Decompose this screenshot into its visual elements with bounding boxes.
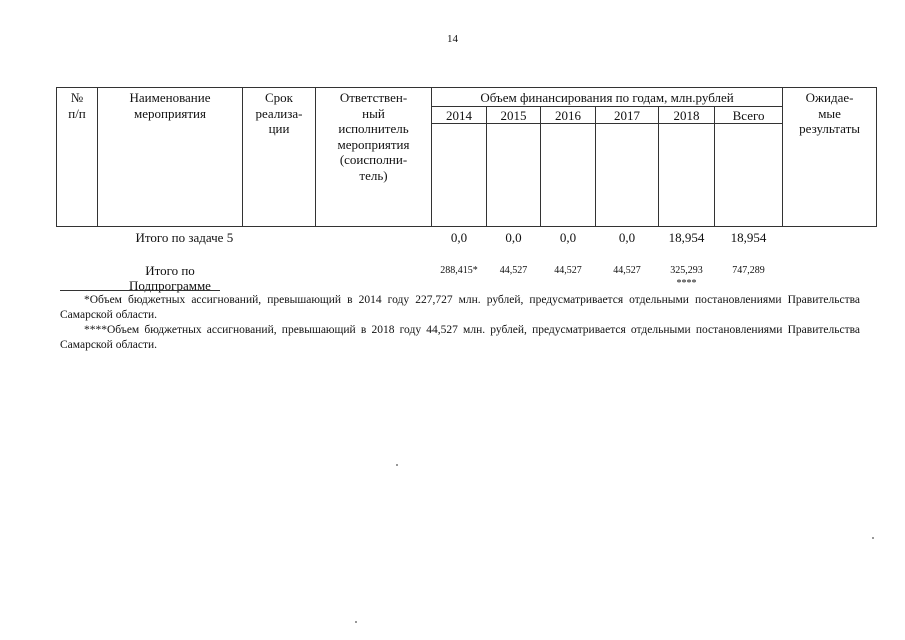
scan-speck <box>355 621 357 623</box>
table-row-task5-total <box>57 227 877 246</box>
footnote-2018: ****Объем бюджетных ассигнований, превышающий в 2018 году 44,527 млн. рублей, предусматривается отдельными постановлениями Правительства Самарской области. <box>60 324 860 351</box>
cell-2015: 44,527 <box>499 265 528 276</box>
cell-2017: 44,527 <box>613 265 641 276</box>
cell-total: 18,954 <box>730 230 767 245</box>
header-term: Срок реализа- ции <box>243 88 316 227</box>
cell-2017: 0,0 <box>618 230 636 245</box>
cell-2014: 0,0 <box>450 230 468 245</box>
cell-2014: 288,415* <box>440 265 478 276</box>
header-year-cell-2014 <box>432 124 487 227</box>
cell-total: 747,289 <box>732 265 765 276</box>
cell-2016: 0,0 <box>559 230 577 245</box>
header-year-2016: 2016 <box>541 106 596 124</box>
footnotes <box>60 290 860 353</box>
header-year-cell-2018 <box>659 124 715 227</box>
header-results: Ожидае- мые результаты <box>783 88 877 227</box>
financing-table <box>56 87 877 293</box>
header-total-cell <box>715 124 783 227</box>
scan-speck <box>396 464 398 466</box>
scan-speck <box>872 537 874 539</box>
page-number: 14 <box>447 33 458 45</box>
header-year-2018: 2018 <box>659 106 715 124</box>
row-label: Итого по задаче 5 <box>135 230 234 245</box>
header-year-2014: 2014 <box>432 106 487 124</box>
footnote-separator <box>60 290 220 291</box>
header-year-cell-2017 <box>596 124 659 227</box>
cell-2018: 18,954 <box>668 230 705 245</box>
header-year-cell-2016 <box>541 124 596 227</box>
header-year-2017: 2017 <box>596 106 659 124</box>
header-financing: Объем финансирования по годам, млн.рублей <box>432 88 783 107</box>
header-executor: Ответствен- ный исполнитель мероприятия (соисполни- тель) <box>316 88 432 227</box>
cell-2015: 0,0 <box>505 230 522 245</box>
header-total: Всего <box>715 106 783 124</box>
row-label: Итого по Подпрограмме <box>129 263 211 293</box>
header-year-2015: 2015 <box>487 106 541 124</box>
header-name: Наименование мероприятия <box>98 88 243 227</box>
header-num: № п/п <box>57 88 98 227</box>
cell-2018: 325,293 **** <box>659 245 715 293</box>
table-row-subprogram-total <box>57 245 877 293</box>
cell-2016: 44,527 <box>554 265 582 276</box>
header-year-cell-2015 <box>487 124 541 227</box>
footnote-marker: **** <box>676 278 697 289</box>
footnote-2014: *Объем бюджетных ассигнований, превышающий в 2014 году 227,727 млн. рублей, предусматривается отдельными постановлениями Правительства Самарской области. <box>60 294 860 321</box>
